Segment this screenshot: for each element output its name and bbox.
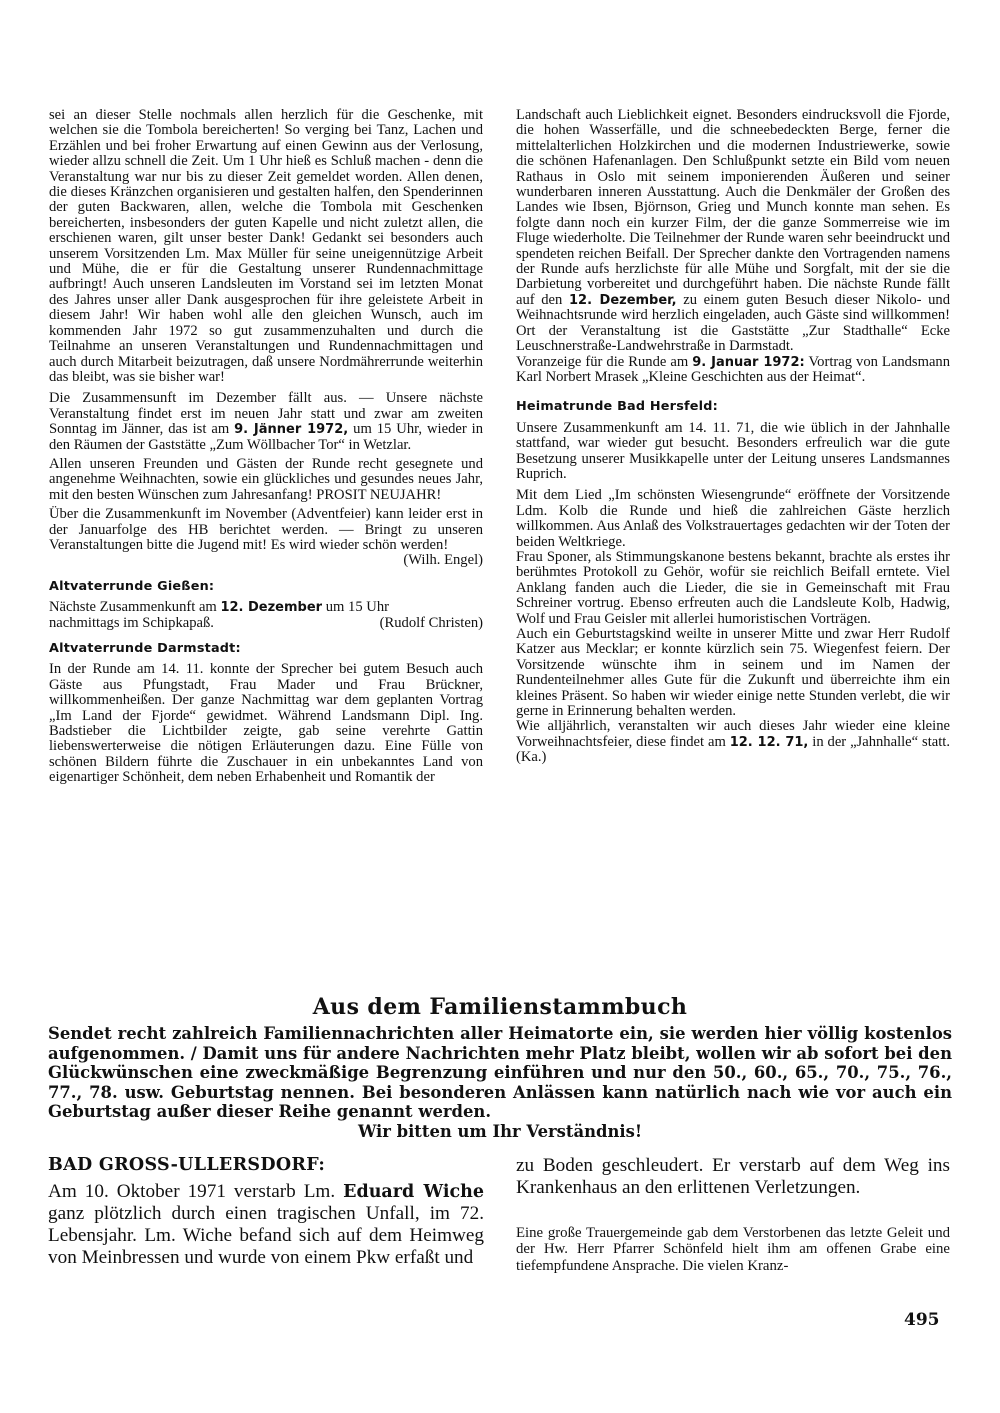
signature: (Wilh. Engel) [403,552,483,569]
article-paragraph: Allen unseren Freunden und Gästen der Runde recht gesegnete und angenehme Weihnachten, sowie ein glückliches und gesundes neues Jahr, mit den besten Wünschen zum Jahresanfang! PROSIT NEUJAHR! [49,455,483,503]
text-span: um 15 Uhr, wieder in den Räumen der Gaststätte „Zum Wöllbacher Tor“ in Wetzlar. [49,421,483,453]
text-span: Vortrag von Landsmann Karl Norbert Mrasek „Kleine Geschichten aus der Heimat“. [516,353,951,385]
signature: (Rudolf Christen) [379,614,483,631]
text-span: Die Zusammensunft im Dezember fällt aus. — Unsere nächste Veranstaltung findet erst im neuen Jahr statt und zwar am zweiten Sonntag im Jänner, das ist am [49,390,483,438]
text-span: Landschaft auch Lieblichkeit eignet. Besonders eindrucksvoll die Fjorde, die hohen Wasserfälle, und die schneebedeckten Berge, ferner die mittelalterlichen Holzkirchen und die modernen Industriewerke, sowie die schönen Hafenanlagen. Den Schlußpunkt setzte ein Bild vom neuen Rathaus in Oslo mit seinem imponierenden Äußeren und seiner wunderbaren inneren Ausstattung. Auch die Denkmäler der Großen des Landes wie Ibsen, Björnson, Grieg und Munch konnte man sehen. Es folgte dann noch ein kurzer Film, der die ganze Sommerreise wie im Fluge wiederholte. Die Teilnehmer der Runde waren sehr beeindruckt und spendeten reichen Beifall. Der Sprecher dankte den Vortragenden namens der Runde aufs herzlichste für alle Mühe und Sorgfalt, mit der sie die Darbietung vorbereitet und durchgeführt haben. Die nächste Runde fällt auf den [516,107,950,308]
article-paragraph [516,355,950,386]
text-span: Wie alljährlich, veranstalten wir auch dieses Jahr wieder eine kleine Vorweihnachtsfeier, diese findet am [516,718,950,750]
text-span: Am 10. Oktober 1971 verstarb Lm. [48,1181,336,1202]
section-heading-hersfeld: Heimatrunde Bad Hersfeld: [516,399,718,415]
text-span: Wir bitten um Ihr Verständnis! [357,1121,643,1141]
left-column [49,108,483,792]
text-span: Voranzeige für die Runde am [516,353,689,370]
article-paragraph: Über die Zusammenkunft im November (Adventfeier) kann leider erst in der Januarfolge des HB berichtet werden. — Bringt zu unseren Veranstaltungen bitte die Jugend mit! Es wird wieder schön werden! [49,506,483,553]
section-heading-giessen: Altvaterrunde Gießen: [49,578,215,594]
right-column [516,108,950,772]
section-title: Aus dem Familienstammbuch [312,994,688,1020]
article-paragraph: Auch ein Geburtstagskind weilte in unserer Mitte und zwar Herr Rudolf Katzer aus Mecklar; er konnte kürzlich sein 75. Wiegenfest feiern. Der Vorsitzende wünschte ihm in seinem und im Namen der Rundenteilnehmer alles Gute für die Zukunft und überreichte ihm ein kleines Präsent. So haben wir wieder einige nette Stunden verlebt, die wir gerne in Erinnerung behalten werden. [516,626,950,720]
page-number: 495 [904,1310,940,1330]
section-heading-darmstadt: Altvaterrunde Darmstadt: [49,641,241,656]
article-paragraph [49,600,483,615]
text-span: ganz plötzlich durch einen tragischen Unfall, im 72. Lebensjahr. Lm. Wiche befand sich auf dem Heimweg von Meinbressen und wurde von einem Pkw erfaßt und [48,1203,484,1268]
article-paragraph: sei an dieser Stelle nochmals allen herzlich für die Geschenke, mit welchen sie die Tombola bereicherten! So verging bei Tanz, Lachen und Erzählen und bei froher Erwartung auf einen Gewinn aus der Verlosung, wieder allzu schnell die Zeit. Um 1 Uhr hieß es Schluß machen - denn die Veranstaltung war nur bis zu dieser Zeit gemeldet worden. Allen denen, die dieses Kränzchen organisieren und gestalten halfen, den Spenderinnen der guten Backwaren, allen, welche die Tombola mit Geschenken bereicherten, insbesonders der guten Kapelle und nicht zuletzt allen, die erschienen waren, gilt unser bester Dank! Gedankt sei besonders auch unserem Vorsitzenden Lm. Max Müller für seine uneigennützige Arbeit und Mühe, die er für die Gestaltung unserer Rundennachmittage aufbringt! Auch unseren Landsleuten im Vorstand sei im letzten Monat des Jahres unser aller Dank ausgesprochen für ihre geleistete Arbeit in diesem Jahr! Wir haben wohl alle den gleichen Wunsch, auch im kommenden Jahr 1972 so gut zusammenzuhalten und durch die Teilnahme an unseren Veranstaltungen und Rundennachmittagen und auch durch Mitarbeit beizutragen, daß unsere Nordmährerrunde weiterhin das bleibt, was sie bisher war! [49,107,483,385]
article-paragraph: Mit dem Lied „Im schönsten Wiesengrunde“ eröffnete der Vorsitzende Ldm. Kolb die Runde und hieß die zahlreichen Gäste herzlich willkommen. Aus Anlaß des Volkstrauertages gedachten wir der Toten der beiden Weltkriege. [516,487,950,550]
article-paragraph: Frau Sponer, als Stimmungskanone bestens bekannt, brachte als erstes ihr berühmtes Protokoll zu Gehör, wofür sie reichlich Beifall erntete. Viel Anklang fanden auch die Lieder, die sie in Gemeinschaft mit Frau Schreiner vortrug. Ebenso erfreuten auch die Landsleute Kolb, Hadwig, Wolf und Frau Geisler mit allerlei humoristischen Vorträgen. [516,548,950,627]
article-paragraph: In der Runde am 14. 11. konnte der Sprecher bei gutem Besuch auch Gäste aus Pfungstadt, Frau Mader und Frau Brückner, willkommenheißen. Der ganze Nachmittag war dem geplanten Vortrag „Im Land der Fjorde“ gewidmet. Während Landsmann Dipl. Ing. Badstieber die Lichtbilder zeigte, gab seine verehrte Gattin liebenswerterweise die nötigen Erläuterungen dazu. Eine Fülle von schönen Bildern führte die Zuschauer in ein unbekanntes Land von eigenartiger Schönheit, dem neben Erhabenheit und Romantik der [49,661,483,786]
signature-line [49,616,483,631]
date-highlight: 9. Januar 1972: [692,354,805,370]
date-highlight: 9. Jänner 1972, [234,422,349,438]
obituary-paragraph [48,1181,484,1269]
place-heading: BAD GROSS-ULLERSDORF: [48,1155,326,1175]
date-highlight: 12. 12. 71, [729,734,809,750]
text-span: in der „Jahnhalle“ statt. (Ka.) [516,733,951,766]
text-span: zu einem guten Besuch dieser Nikolo- und Weihnachtsrunde wird herzlich eingeladen, auch Gäste sind willkommen! Ort der Veranstaltung ist die Gaststätte „Zur Stadthalle“ Ecke Leuschnerstraße-Landwehrstraße in Darmstadt. [516,291,951,355]
text-span: nachmittags im Schipkapaß. [49,614,214,631]
text-span: um 15 Uhr [325,599,389,616]
date-highlight: 12. Dezember [220,600,323,616]
text-span: Nächste Zusammenkunft am [49,599,217,616]
date-highlight: 12. Dezember, [568,292,677,308]
obituary-paragraph: Eine große Trauergemeinde gab dem Verstorbenen das letzte Geleit und der Hw. Herr Pfarrer Schönfeld hielt ihm am offenen Grabe eine tiefempfundene Ansprache. Die vielen Kranz- [516,1225,950,1274]
intro-paragraph [48,1024,952,1142]
article-paragraph [49,391,483,453]
person-name: Eduard Wiche [343,1182,484,1202]
text-span: Sendet recht zahlreich Familiennachrichten aller Heimatorte ein, sie werden hier völlig kostenlos aufgenommen. / Damit uns für andere Nachrichten mehr Platz bleibt, wollen wir ab sofort bei den Glückwünschen eine zweckmäßige Begrenzung einführen und nur den 50., 60., 65., 70., 75., 76., 77., 78. usw. Geburtstag nennen. Bei besonderen Anlässen kann natürlich nach wie vor auch ein Geburtstag außer dieser Reihe genannt werden. [48,1024,952,1122]
article-paragraph [516,108,950,355]
obituary-paragraph: zu Boden geschleudert. Er verstarb auf dem Weg ins Krankenhaus an den erlittenen Verletzungen. [516,1155,950,1198]
article-paragraph [516,719,950,765]
article-paragraph: Unsere Zusammenkunft am 14. 11. 71, die wie üblich in der Jahnhalle stattfand, war wieder gut besucht. Besonders erfreulich war die gute Besetzung unserer Musikkapelle unter der Leitung unseres Landsmannes Ruprich. [516,419,950,482]
